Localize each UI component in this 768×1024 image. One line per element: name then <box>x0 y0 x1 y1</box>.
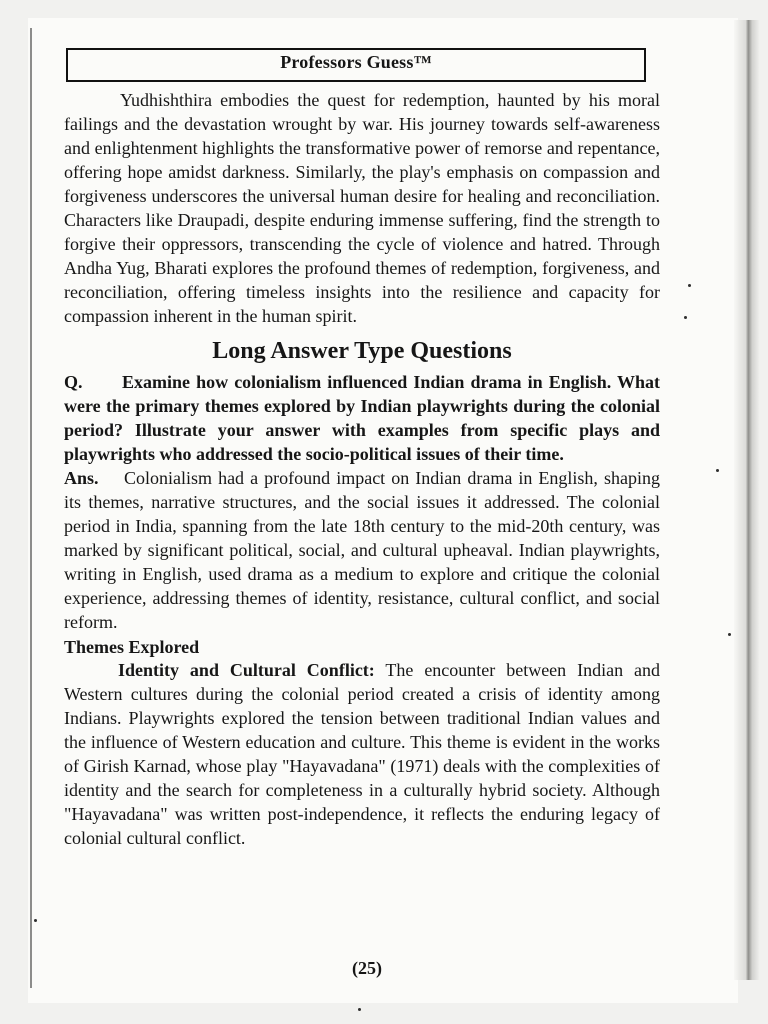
scan-speck <box>684 316 687 319</box>
section-title: Long Answer Type Questions <box>212 338 512 364</box>
answer-text: Colonialism had a profound impact on Indian drama in English, shaping its themes, narrative structures, and the social issues it addressed. The colonial period in India, spanning from the late 18th century to the mid-20th century, was marked by significant political, social, and cultural upheaval. Indian playwrights, writing in English, used drama as a medium to explore and critique the colonial experience, addressing themes of identity, resistance, cultural conflict, and social reform. <box>64 468 660 632</box>
header-title: Professors Guess™ <box>280 52 432 72</box>
identity-heading: Identity and Cultural Conflict: <box>118 660 375 680</box>
scan-speck <box>688 284 691 287</box>
scan-speck <box>716 469 719 472</box>
intro-paragraph: Yudhishthira embodies the quest for redemption, haunted by his moral failings and the devastation wrought by war. His journey towards self-awareness and enlightenment highlights the transformative power of remorse and repentance, offering hope amidst darkness. Similarly, the play's emphasis on compassion and forgiveness underscores the universal human desire for healing and reconciliation. Characters like Draupadi, despite enduring immense suffering, find the strength to forgive their oppressors, transcending the cycle of violence and hatred. Through Andha Yug, Bharati explores the profound themes of redemption, forgiveness, and reconciliation, offering timeless insights into the resilience and capacity for compassion inherent in the human spirit. <box>64 90 660 326</box>
scan-speck <box>34 919 37 922</box>
content-area <box>64 88 660 850</box>
answer-label: Ans. <box>64 468 99 488</box>
question-label: Q. <box>64 372 83 392</box>
scanned-page-edge <box>734 20 760 980</box>
scan-speck <box>728 633 731 636</box>
header-box <box>66 48 646 82</box>
identity-paragraph <box>64 658 660 850</box>
answer-block <box>64 466 660 634</box>
question-block <box>64 370 660 466</box>
scan-speck <box>358 1008 361 1011</box>
left-border-line <box>30 28 32 988</box>
page-number: (25) <box>352 958 382 978</box>
question-text: Examine how colonialism influenced Indian drama in English. What were the primary themes explored by Indian playwrights during the colonial period? Illustrate your answer with examples from specific plays and playwrights who addressed the socio-political issues of their time. <box>64 372 660 464</box>
themes-heading: Themes Explored <box>64 637 200 657</box>
identity-text: The encounter between Indian and Western cultures during the colonial period created a crisis of identity among Indians. Playwrights explored the tension between traditional Indian values and the influence of Western education and culture. This theme is evident in the works of Girish Karnad, whose play "Hayavadana" (1971) deals with the complexities of identity and the search for completeness in a culturally hybrid society. Although "Hayavadana" was written post-independence, it reflects the enduring legacy of colonial cultural conflict. <box>64 660 660 848</box>
